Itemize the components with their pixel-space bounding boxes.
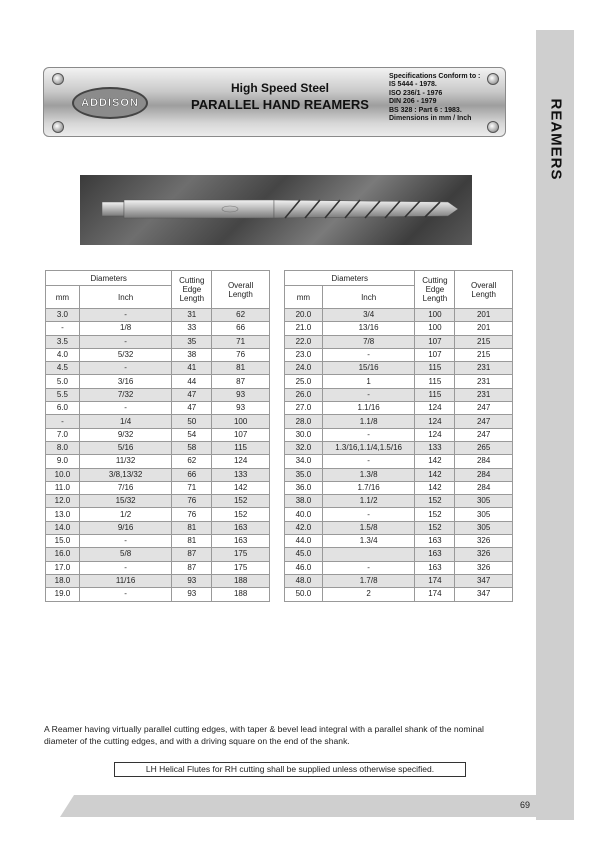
cell-inch: 15/32 <box>79 495 172 508</box>
table-row <box>285 402 513 415</box>
cell-mm: 35.0 <box>285 468 323 481</box>
cell-mm: 24.0 <box>285 362 323 375</box>
cell-overall-length: 284 <box>455 481 513 494</box>
table-row <box>285 535 513 548</box>
cell-inch: - <box>322 561 415 574</box>
table-row <box>285 521 513 534</box>
table-row <box>46 309 270 322</box>
table-row <box>285 508 513 521</box>
cell-cutting-length: 115 <box>415 362 455 375</box>
cell-inch: 1/2 <box>79 508 172 521</box>
cell-cutting-length: 87 <box>172 561 212 574</box>
cell-overall-length: 326 <box>455 535 513 548</box>
cell-cutting-length: 47 <box>172 388 212 401</box>
cell-overall-length: 247 <box>455 402 513 415</box>
cell-overall-length: 81 <box>212 362 270 375</box>
cell-mm: 20.0 <box>285 309 323 322</box>
table-row <box>46 388 270 401</box>
cell-overall-length: 305 <box>455 521 513 534</box>
cell-cutting-length: 58 <box>172 441 212 454</box>
cell-mm: 19.0 <box>46 588 80 601</box>
table-row <box>46 535 270 548</box>
cell-mm: 11.0 <box>46 481 80 494</box>
table-row <box>46 508 270 521</box>
cell-mm: 9.0 <box>46 455 80 468</box>
cell-mm: 38.0 <box>285 495 323 508</box>
cell-overall-length: 231 <box>455 375 513 388</box>
cell-inch: 15/16 <box>322 362 415 375</box>
cell-overall-length: 284 <box>455 468 513 481</box>
cell-overall-length: 247 <box>455 415 513 428</box>
cell-cutting-length: 142 <box>415 455 455 468</box>
cell-cutting-length: 50 <box>172 415 212 428</box>
cell-cutting-length: 124 <box>415 402 455 415</box>
spec-line: IS 5444 - 1978. <box>389 81 437 89</box>
table-row <box>46 455 270 468</box>
cell-mm: 5.0 <box>46 375 80 388</box>
table-row <box>46 402 270 415</box>
cell-mm: 36.0 <box>285 481 323 494</box>
cell-overall-length: 175 <box>212 548 270 561</box>
cell-overall-length: 305 <box>455 495 513 508</box>
cell-inch: - <box>79 402 172 415</box>
cell-mm: 32.0 <box>285 441 323 454</box>
table-row <box>285 468 513 481</box>
cell-cutting-length: 163 <box>415 535 455 548</box>
cell-overall-length: 175 <box>212 561 270 574</box>
cell-mm: 21.0 <box>285 322 323 335</box>
cell-cutting-length: 174 <box>415 574 455 587</box>
spec-line: Specifications Conform to : <box>389 73 481 80</box>
reamer-photo <box>80 175 472 245</box>
cell-inch <box>322 548 415 561</box>
cell-inch: 1/8 <box>79 322 172 335</box>
cell-inch: 13/16 <box>322 322 415 335</box>
cell-cutting-length: 76 <box>172 495 212 508</box>
cell-cutting-length: 133 <box>415 441 455 454</box>
cell-mm: 44.0 <box>285 535 323 548</box>
cell-overall-length: 71 <box>212 335 270 348</box>
cell-overall-length: 87 <box>212 375 270 388</box>
header-diameters: Diameters <box>285 271 415 286</box>
cell-inch: - <box>79 362 172 375</box>
table-row <box>285 335 513 348</box>
cell-overall-length: 305 <box>455 508 513 521</box>
table-row <box>46 495 270 508</box>
cell-mm: 18.0 <box>46 574 80 587</box>
cell-mm: - <box>46 415 80 428</box>
table-row <box>285 322 513 335</box>
cell-overall-length: 62 <box>212 309 270 322</box>
cell-mm: 40.0 <box>285 508 323 521</box>
table-row <box>46 468 270 481</box>
cell-inch: 1.5/8 <box>322 521 415 534</box>
cell-overall-length: 326 <box>455 561 513 574</box>
cell-mm: 12.0 <box>46 495 80 508</box>
cell-cutting-length: 115 <box>415 375 455 388</box>
header-overall-length: Overall Length <box>455 271 513 309</box>
cell-inch: - <box>322 388 415 401</box>
cell-cutting-length: 87 <box>172 548 212 561</box>
cell-inch: 1.1/2 <box>322 495 415 508</box>
cell-cutting-length: 152 <box>415 495 455 508</box>
table-row <box>285 415 513 428</box>
cell-cutting-length: 44 <box>172 375 212 388</box>
cell-mm: 42.0 <box>285 521 323 534</box>
table-row <box>46 335 270 348</box>
cell-overall-length: 188 <box>212 588 270 601</box>
cell-mm: 7.0 <box>46 428 80 441</box>
cell-cutting-length: 38 <box>172 348 212 361</box>
cell-cutting-length: 62 <box>172 455 212 468</box>
cell-cutting-length: 152 <box>415 521 455 534</box>
cell-cutting-length: 142 <box>415 468 455 481</box>
cell-mm: 23.0 <box>285 348 323 361</box>
side-tab-label: REAMERS <box>547 98 565 181</box>
header-diameters: Diameters <box>46 271 172 286</box>
header-inch: Inch <box>79 286 172 309</box>
reamer-size-table-left <box>45 270 270 602</box>
cell-overall-length: 215 <box>455 335 513 348</box>
table-row <box>46 348 270 361</box>
cell-overall-length: 107 <box>212 428 270 441</box>
cell-overall-length: 188 <box>212 574 270 587</box>
cell-inch: 3/8,13/32 <box>79 468 172 481</box>
specifications-block <box>389 73 480 123</box>
table-row <box>285 388 513 401</box>
cell-mm: 34.0 <box>285 455 323 468</box>
cell-overall-length: 66 <box>212 322 270 335</box>
cell-overall-length: 152 <box>212 495 270 508</box>
cell-mm: 5.5 <box>46 388 80 401</box>
cell-mm: 28.0 <box>285 415 323 428</box>
cell-overall-length: 201 <box>455 309 513 322</box>
cell-mm: 4.0 <box>46 348 80 361</box>
product-description: A Reamer having virtually parallel cutting edges, with taper & bevel lead integral with a parallel shank of the nominal diameter of the cutting edges, and with a driving square on the end of the shank. <box>44 724 484 746</box>
table-row <box>46 441 270 454</box>
cell-cutting-length: 33 <box>172 322 212 335</box>
cell-inch: 7/8 <box>322 335 415 348</box>
cell-overall-length: 215 <box>455 348 513 361</box>
table-row <box>285 428 513 441</box>
cell-mm: 27.0 <box>285 402 323 415</box>
cell-mm: 45.0 <box>285 548 323 561</box>
table-row <box>46 362 270 375</box>
header-cutting-edge-length: Cutting Edge Length <box>415 271 455 309</box>
screw-icon <box>487 121 499 133</box>
table-row <box>285 441 513 454</box>
cell-mm: 50.0 <box>285 588 323 601</box>
cell-cutting-length: 31 <box>172 309 212 322</box>
cell-mm: 46.0 <box>285 561 323 574</box>
cell-cutting-length: 81 <box>172 535 212 548</box>
cell-inch: 1.1/8 <box>322 415 415 428</box>
cell-inch: 5/32 <box>79 348 172 361</box>
cell-inch: - <box>322 348 415 361</box>
cell-mm: 16.0 <box>46 548 80 561</box>
spec-line: Dimensions in mm / Inch <box>389 115 472 123</box>
table-row <box>285 375 513 388</box>
cell-cutting-length: 54 <box>172 428 212 441</box>
table-row <box>285 548 513 561</box>
table-row <box>46 588 270 601</box>
cell-cutting-length: 71 <box>172 481 212 494</box>
cell-overall-length: 93 <box>212 402 270 415</box>
cell-inch: 9/32 <box>79 428 172 441</box>
table-row <box>285 495 513 508</box>
cell-mm: 26.0 <box>285 388 323 401</box>
cell-inch: 1.7/16 <box>322 481 415 494</box>
cell-cutting-length: 174 <box>415 588 455 601</box>
cell-cutting-length: 107 <box>415 335 455 348</box>
cell-overall-length: 124 <box>212 455 270 468</box>
cell-inch: 11/32 <box>79 455 172 468</box>
cell-mm: 10.0 <box>46 468 80 481</box>
cell-inch: 3/16 <box>79 375 172 388</box>
cell-cutting-length: 124 <box>415 415 455 428</box>
spec-line: BS 328 : Part 6 : 1983. <box>389 106 462 114</box>
flute-note: LH Helical Flutes for RH cutting shall be supplied unless otherwise specified. <box>114 762 466 777</box>
cell-cutting-length: 76 <box>172 508 212 521</box>
cell-cutting-length: 100 <box>415 322 455 335</box>
cell-cutting-length: 35 <box>172 335 212 348</box>
cell-cutting-length: 100 <box>415 309 455 322</box>
cell-overall-length: 163 <box>212 521 270 534</box>
product-title: PARALLEL HAND REAMERS <box>191 97 369 112</box>
cell-inch: 9/16 <box>79 521 172 534</box>
side-tab-label-wrap <box>541 86 571 206</box>
cell-mm: 48.0 <box>285 574 323 587</box>
cell-overall-length: 326 <box>455 548 513 561</box>
table-row <box>46 322 270 335</box>
cell-cutting-length: 66 <box>172 468 212 481</box>
table-row <box>46 574 270 587</box>
cell-inch: 1.3/16,1.1/4,1.5/16 <box>322 441 415 454</box>
table-row <box>285 309 513 322</box>
cell-cutting-length: 142 <box>415 481 455 494</box>
cell-overall-length: 231 <box>455 362 513 375</box>
cell-overall-length: 152 <box>212 508 270 521</box>
table-row <box>46 521 270 534</box>
cell-inch: 1.3/8 <box>322 468 415 481</box>
product-material-title: High Speed Steel <box>230 81 330 95</box>
cell-overall-length: 163 <box>212 535 270 548</box>
cell-inch: - <box>79 309 172 322</box>
reamer-size-table-right <box>284 270 513 602</box>
cell-cutting-length: 115 <box>415 388 455 401</box>
cell-mm: 15.0 <box>46 535 80 548</box>
table-row <box>285 481 513 494</box>
screw-icon <box>52 73 64 85</box>
header-inch: Inch <box>322 286 415 309</box>
cell-overall-length: 93 <box>212 388 270 401</box>
cell-inch: - <box>79 335 172 348</box>
page-number: 69 <box>520 800 531 810</box>
cell-inch: 5/8 <box>79 548 172 561</box>
cell-inch: 11/16 <box>79 574 172 587</box>
cell-overall-length: 142 <box>212 481 270 494</box>
cell-mm: 13.0 <box>46 508 80 521</box>
cell-mm: 17.0 <box>46 561 80 574</box>
table-row <box>46 481 270 494</box>
cell-mm: 6.0 <box>46 402 80 415</box>
cell-inch: 3/4 <box>322 309 415 322</box>
reamer-image <box>80 175 472 245</box>
table-row <box>285 348 513 361</box>
cell-overall-length: 347 <box>455 574 513 587</box>
header-overall-length: Overall Length <box>212 271 270 309</box>
cell-mm: 3.0 <box>46 309 80 322</box>
cell-inch: 1.1/16 <box>322 402 415 415</box>
cell-inch: 1/4 <box>79 415 172 428</box>
screw-icon <box>52 121 64 133</box>
cell-inch: 7/32 <box>79 388 172 401</box>
cell-overall-length: 347 <box>455 588 513 601</box>
brand-logo-text: ADDISON <box>81 97 139 109</box>
header-mm: mm <box>285 286 323 309</box>
cell-cutting-length: 93 <box>172 588 212 601</box>
cell-overall-length: 201 <box>455 322 513 335</box>
table-row <box>46 561 270 574</box>
cell-mm: 3.5 <box>46 335 80 348</box>
cell-inch: - <box>322 428 415 441</box>
cell-overall-length: 231 <box>455 388 513 401</box>
cell-mm: 8.0 <box>46 441 80 454</box>
brand-logo <box>72 87 148 119</box>
cell-cutting-length: 107 <box>415 348 455 361</box>
spec-line: DIN 206 - 1979 <box>389 98 437 106</box>
table-row <box>285 561 513 574</box>
screw-icon <box>487 73 499 85</box>
cell-inch: 5/16 <box>79 441 172 454</box>
cell-inch: - <box>79 535 172 548</box>
cell-cutting-length: 41 <box>172 362 212 375</box>
cell-inch: 1 <box>322 375 415 388</box>
table-row <box>285 362 513 375</box>
table-row <box>46 548 270 561</box>
cell-cutting-length: 81 <box>172 521 212 534</box>
cell-cutting-length: 47 <box>172 402 212 415</box>
cell-mm: - <box>46 322 80 335</box>
table-row <box>285 574 513 587</box>
cell-overall-length: 247 <box>455 428 513 441</box>
cell-cutting-length: 152 <box>415 508 455 521</box>
header-cutting-edge-length: Cutting Edge Length <box>172 271 212 309</box>
cell-inch: 2 <box>322 588 415 601</box>
cell-inch: 1.3/4 <box>322 535 415 548</box>
cell-cutting-length: 163 <box>415 548 455 561</box>
table-row <box>285 588 513 601</box>
table-row <box>46 375 270 388</box>
cell-mm: 14.0 <box>46 521 80 534</box>
cell-cutting-length: 163 <box>415 561 455 574</box>
cell-inch: - <box>79 588 172 601</box>
cell-inch: - <box>322 508 415 521</box>
cell-inch: - <box>322 455 415 468</box>
cell-overall-length: 100 <box>212 415 270 428</box>
cell-overall-length: 284 <box>455 455 513 468</box>
footer-bar <box>60 795 574 817</box>
cell-overall-length: 265 <box>455 441 513 454</box>
cell-cutting-length: 124 <box>415 428 455 441</box>
table-row <box>46 428 270 441</box>
cell-overall-length: 115 <box>212 441 270 454</box>
cell-overall-length: 76 <box>212 348 270 361</box>
cell-inch: 7/16 <box>79 481 172 494</box>
cell-cutting-length: 93 <box>172 574 212 587</box>
spec-line: ISO 236/1 - 1976 <box>389 89 443 97</box>
header-mm: mm <box>46 286 80 309</box>
cell-mm: 25.0 <box>285 375 323 388</box>
cell-inch: 1.7/8 <box>322 574 415 587</box>
cell-mm: 4.5 <box>46 362 80 375</box>
table-row <box>46 415 270 428</box>
cell-mm: 22.0 <box>285 335 323 348</box>
cell-mm: 30.0 <box>285 428 323 441</box>
cell-inch: - <box>79 561 172 574</box>
table-row <box>285 455 513 468</box>
cell-overall-length: 133 <box>212 468 270 481</box>
